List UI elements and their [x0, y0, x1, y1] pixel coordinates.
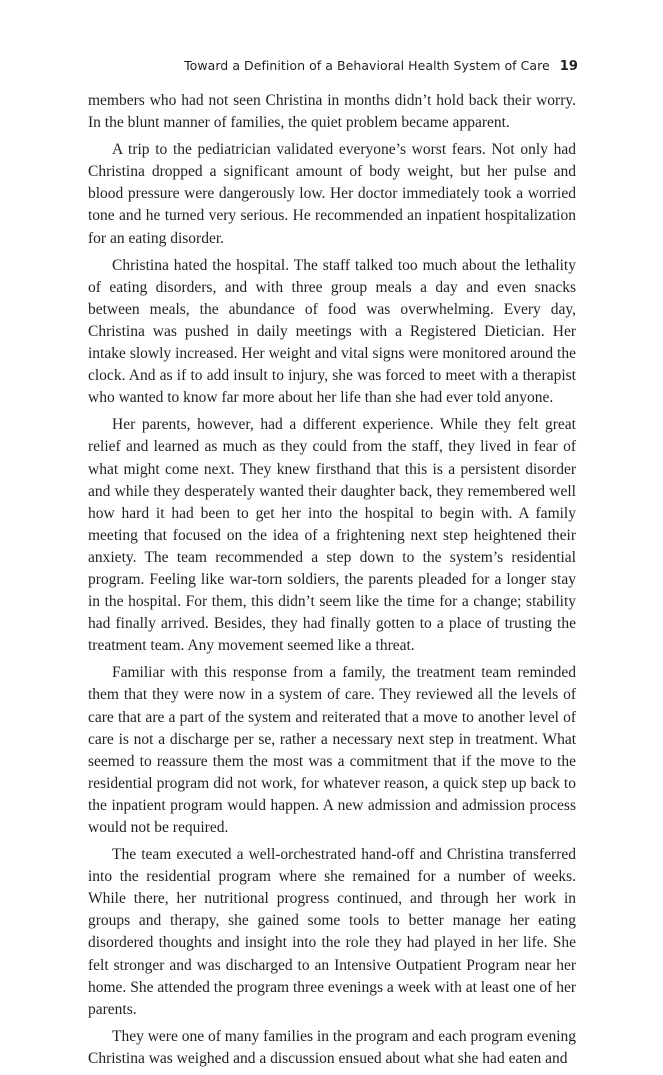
page-number: 19: [559, 59, 578, 74]
paragraph-parents: Her parents, however, had a different experience. While they felt great relief and learned as much as they could from the staff, they lived in fear of what might come next. They knew firsthand that this is a persistent disorder and while they desperately wanted their daughter back, they remembered well how hard it had been to get her into the hospital to begin with. A family meeting that focused on the idea of a frightening next step heightened their anxiety. The team recommended a step down to the system’s residential program. Feeling like war-torn soldiers, the parents pleaded for a longer stay in the hospital. For them, this didn’t seem like the time for a change; stability had finally arrived. Besides, they had finally gotten to a place of trusting the treatment team. Any movement seemed like a threat.: [88, 416, 576, 655]
running-head: [184, 58, 578, 74]
paragraph-outpatient: They were one of many families in the program and each program evening Christina was weighed and a discussion ensued about what she had eaten and: [88, 1027, 576, 1067]
paragraph-pediatrician: A trip to the pediatrician validated everyone’s worst fears. Not only had Christina dropped a significant amount of body weight, but her pulse and blood pressure were dangerously low. Her doctor immediately took a worried tone and he turned very serious. He recommended an inpatient hospitalization for an eating disorder.: [88, 141, 576, 247]
paragraph-continued: members who had not seen Christina in months didn’t hold back their worry. In the blunt manner of families, the quiet problem became apparent.: [88, 92, 576, 132]
paragraph-residential: The team executed a well-orchestrated hand-off and Christina transferred into the residential program where she remained for a number of weeks. While there, her nutritional progress continued, and through her work in groups and therapy, she gained some tools to better manage her eating disordered thoughts and insight into the role they had played in her life. She felt stronger and was discharged to an Intensive Outpatient Program near her home. She attended the program three evenings a week with at least one of her parents.: [88, 846, 576, 1018]
paragraph-system-of-care: Familiar with this response from a family, the treatment team reminded them that they were now in a system of care. They reviewed all the levels of care that are a part of the system and reiterated that a move to another level of care is not a discharge per se, rather a necessary next step in treatment. What seemed to reassure them the most was a commitment that if the move to the residential program did not work, for whatever reason, a quick step up back to the inpatient program would happen. A new admission and admission process would not be required.: [88, 664, 576, 836]
running-head-title: Toward a Definition of a Behavioral Health System of Care: [184, 58, 550, 73]
body-text: [88, 90, 576, 1075]
paragraph-hospital: Christina hated the hospital. The staff talked too much about the lethality of eating disorders, and with three group meals a day and even snacks between meals, the abundance of food was overwhelming. Every day, Christina was pushed in daily meetings with a Registered Dietician. Her intake slowly increased. Her weight and vital signs were monitored around the clock. And as if to add insult to injury, she was forced to meet with a therapist who wanted to know far more about her life than she had ever told anyone.: [88, 256, 576, 407]
